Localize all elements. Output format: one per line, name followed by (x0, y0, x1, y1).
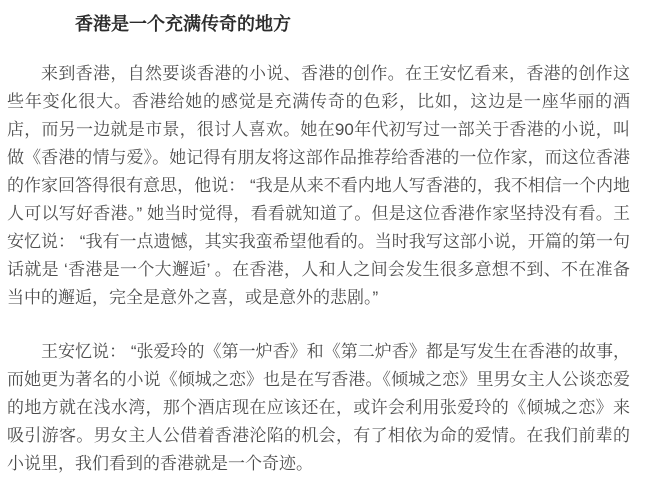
article-paragraph-1: 来到香港，自然要谈香港的小说、香港的创作。在王安忆看来，香港的创作这些年变化很大。香港给她的感觉是充满传奇的色彩，比如，这边是一座华丽的酒店，而另一边就是市景，很讨人喜欢。她在90年代初写过一部关于香港的小说，叫做《香港的情与爱》。她记得有朋友将这部作品推荐给香港的一位作家，而这位香港的作家回答得很有意思，他说： “我是从来不看内地人写香港的，我不相信一个内地人可以写好香港。” 她当时觉得，看看就知道了。但是这位香港作家坚持没有看。王安忆说： “我有一点遗憾，其实我蛮希望他看的。当时我写这部小说，开篇的第一句话就是 ‘香港是一个大邂逅’ 。在香港，人和人之间会发生很多意想不到、不在准备当中的邂逅，完全是意外之喜，或是意外的悲剧。” (7, 64, 630, 307)
article-paragraph-2: 王安忆说： “张爱玲的《第一炉香》和《第二炉香》都是写发生在香港的故事，而她更为著名的小说《倾城之恋》也是在写香港。《倾城之恋》里男女主人公谈恋爱的地方就在浅水湾，那个酒店现在应该还在，或许会利用张爱玲的《倾城之恋》来吸引游客。男女主人公借着香港沦陷的机会，有了相依为命的爱情。在我们前辈的小说里，我们看到的香港就是一个奇迹。 (7, 342, 630, 473)
article-title: 香港是一个充满传奇的地方 (75, 14, 291, 34)
